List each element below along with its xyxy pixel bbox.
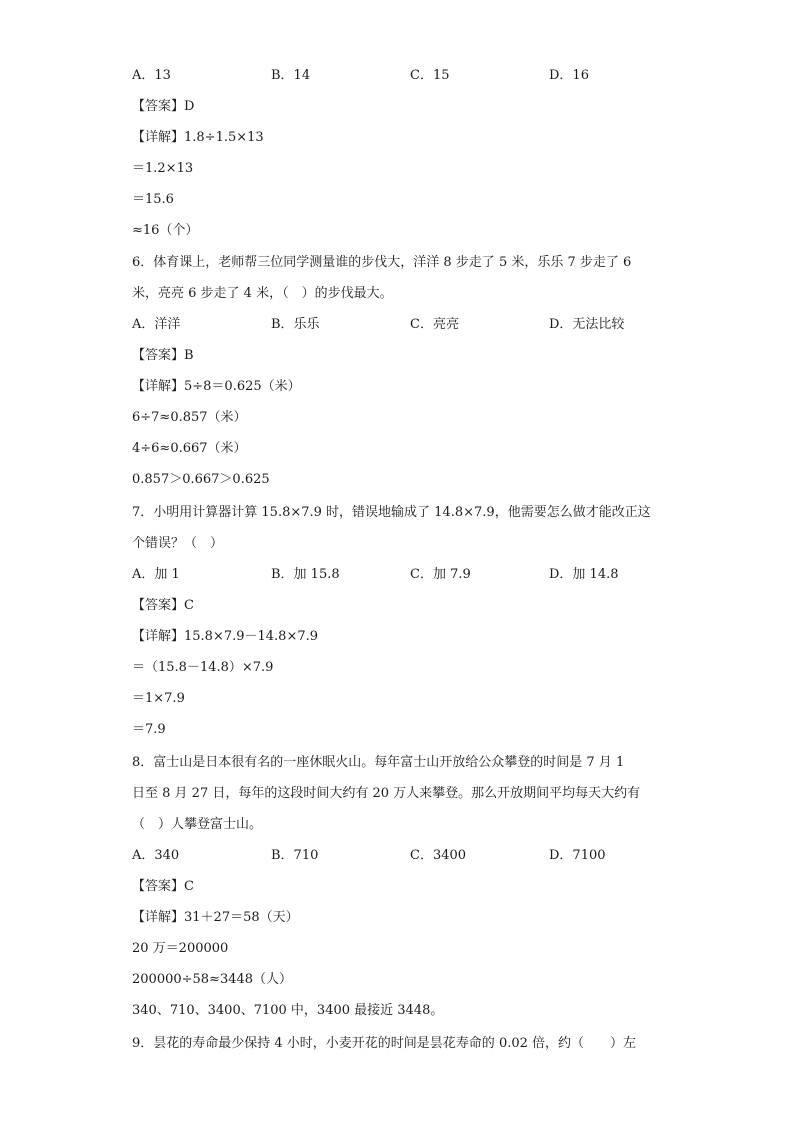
q6-stem-line: 6．体育课上，老师帮三位同学测量谁的步伐大，洋洋 8 步走了 5 米，乐乐 7 步走了 6 (132, 255, 632, 270)
q7-explanation-line: 【详解】15.8×7.9－14.8×7.9 (132, 629, 319, 644)
q6-stem-line: 米，亮亮 6 步走了 4 米，（ ）的步伐最大。 (132, 286, 393, 301)
q8-explanation-line: 【详解】31＋27＝58（天） (132, 910, 299, 925)
q6-answer: 【答案】B (132, 348, 194, 363)
q8-option-c[interactable]: C．3400 (410, 848, 467, 863)
q7-option-c[interactable]: C．加 7.9 (410, 567, 471, 582)
q5-explanation-line: ＝15.6 (132, 192, 174, 207)
q7-options (132, 565, 672, 585)
q8-explanation-line: 340、710、3400、7100 中，3400 最接近 3448。 (132, 1003, 444, 1018)
q8-stem-line: 8．富士山是日本很有名的一座休眠火山。每年富士山开放给公众攀登的时间是 7 月 1 (132, 755, 625, 770)
q8-answer: 【答案】C (132, 879, 194, 894)
q8-option-b[interactable]: B．710 (271, 848, 319, 863)
q6-explanation-line: 6÷7≈0.857（米） (132, 410, 247, 425)
q8-explanation-line: 200000÷58≈3448（人） (132, 972, 293, 987)
q6-explanation-line: 0.857＞0.667＞0.625 (132, 472, 270, 487)
q7-explanation-line: ＝7.9 (132, 722, 166, 737)
q6-option-d[interactable]: D．无法比较 (549, 317, 625, 332)
q8-explanation-line: 20 万＝200000 (132, 941, 229, 956)
q7-explanation-line: ＝1×7.9 (132, 691, 185, 706)
q7-option-d[interactable]: D．加 14.8 (549, 567, 619, 582)
q5-answer: 【答案】D (132, 99, 195, 114)
q5-explanation-line: ＝1.2×13 (132, 161, 194, 176)
q7-option-b[interactable]: B．加 15.8 (271, 567, 340, 582)
q6-options (132, 315, 672, 335)
q5-options (132, 66, 672, 86)
q7-stem-line: 个错误？（ ） (132, 536, 224, 551)
q5-option-d[interactable]: D．16 (549, 68, 589, 83)
q5-explanation-line: ≈16（个） (132, 223, 199, 238)
q8-options (132, 846, 672, 866)
q7-answer: 【答案】C (132, 598, 194, 613)
q7-explanation-line: ＝（15.8－14.8）×7.9 (132, 660, 274, 675)
q8-stem-line: （ ）人攀登富士山。 (132, 817, 263, 832)
q8-stem-line: 日至 8 月 27 日，每年的这段时间大约有 20 万人来攀登。那么开放期间平均每天大约有 (132, 786, 641, 801)
q5-option-a[interactable]: A．13 (132, 68, 171, 83)
q8-option-d[interactable]: D．7100 (549, 848, 606, 863)
q5-option-b[interactable]: B．14 (271, 68, 311, 83)
q5-option-c[interactable]: C．15 (410, 68, 450, 83)
q9-stem-line: 9．昙花的寿命最少保持 4 小时，小麦开花的时间是昙花寿命的 0.02 倍，约（ ）左 (132, 1036, 637, 1051)
q6-option-b[interactable]: B．乐乐 (271, 317, 320, 332)
q6-explanation-line: 【详解】5÷8＝0.625（米） (132, 379, 301, 394)
q8-option-a[interactable]: A．340 (132, 848, 180, 863)
q6-option-c[interactable]: C．亮亮 (410, 317, 459, 332)
q7-stem-line: 7．小明用计算器计算 15.8×7.9 时，错误地输成了 14.8×7.9，他需要怎么做才能改正这 (132, 505, 651, 520)
q6-explanation-line: 4÷6≈0.667（米） (132, 441, 247, 456)
q6-option-a[interactable]: A．洋洋 (132, 317, 181, 332)
q5-explanation-line: 【详解】1.8÷1.5×13 (132, 130, 264, 145)
q7-option-a[interactable]: A．加 1 (132, 567, 180, 582)
